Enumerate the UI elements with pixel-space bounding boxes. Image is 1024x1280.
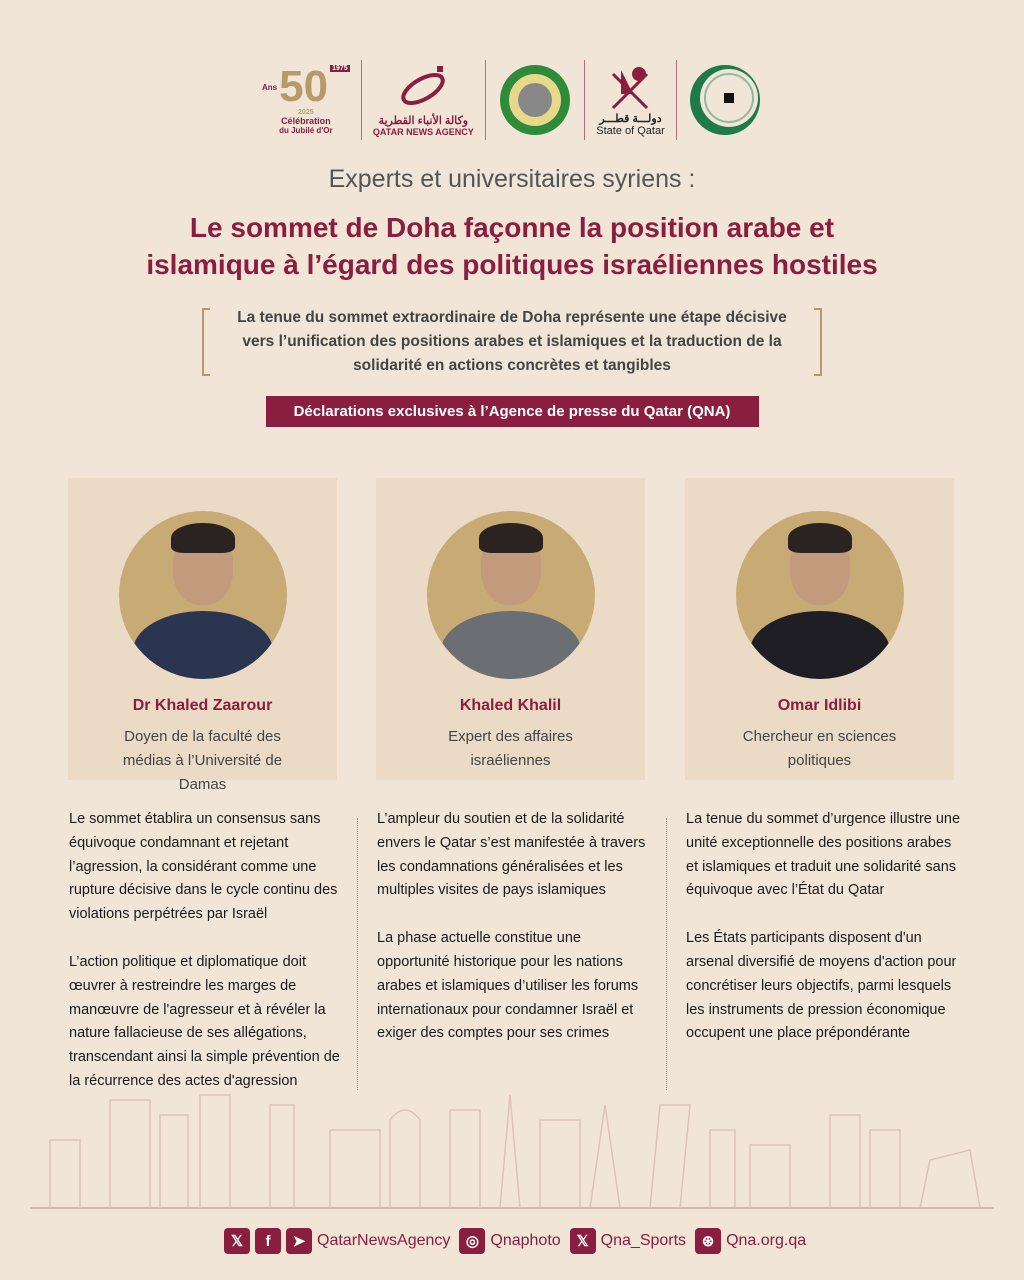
partner-logos	[262, 55, 762, 145]
headline: Le sommet de Doha façonne la position arabe et islamique à l’égard des politiques israéliennes hostiles	[146, 212, 878, 280]
instagram-handle[interactable]: Qnaphoto	[490, 1232, 561, 1249]
x-icon[interactable]: 𝕏	[224, 1228, 250, 1254]
divider	[584, 60, 585, 140]
instagram-icon[interactable]: ◎	[459, 1228, 485, 1254]
website-link[interactable]: Qna.org.qa	[726, 1232, 807, 1249]
sports-handle[interactable]: Qna_Sports	[600, 1232, 687, 1249]
expert-quotes: Le sommet établira un consensus sans équivoque condamnant et rejetant l’agression, la considérant comme une rupture décisive dans le cycle continu des violations perpétrées par Israël L’action politique et diplomatique doit œuvrer à restreindre les marges de manœuvre de l'agresseur et à révéler la nature fallacieuse de ses allégations, transcendant ainsi la simple prévention de la récurrence des actes d'agression	[69, 811, 340, 1089]
globe-icon[interactable]: ⊛	[695, 1228, 721, 1254]
facebook-icon[interactable]: f	[255, 1228, 281, 1254]
kicker: Experts et universitaires syriens :	[328, 165, 696, 193]
expert-photo	[736, 511, 904, 679]
expert-photo	[119, 511, 287, 679]
expert-card	[685, 478, 954, 780]
telegram-icon[interactable]: ➤	[286, 1228, 312, 1254]
header-block	[0, 163, 1024, 427]
divider	[676, 60, 677, 140]
social-handle[interactable]: QatarNewsAgency	[317, 1232, 451, 1249]
expert-name: Dr Khaled Zaarour	[132, 697, 273, 714]
exclusive-badge: Déclarations exclusives à l’Agence de presse du Qatar (QNA)	[266, 396, 759, 427]
expert-name: Khaled Khalil	[459, 697, 562, 714]
jubilee-logo: Ans 50 1975 2025 Célébration du Jubilé d'Or	[262, 62, 348, 135]
expert-photo	[427, 511, 595, 679]
column-divider	[666, 818, 667, 1090]
qna-logo: وكالة الأنباء القطرية QATAR NEWS AGENCY	[373, 64, 474, 137]
expert-quotes: L’ampleur du soutien et de la solidarité envers le Qatar s’est manifestée à travers les condamnations généralisées et les multiples visites de pays islamiques La phase actuelle constitue une opportunité historique pour les nations arabes et islamiques d’utiliser les forums internationaux pour condamner Israël et exiger des comptes pour ses crimes	[377, 811, 646, 1042]
expert-name: Omar Idlibi	[777, 697, 862, 714]
oic-emblem	[688, 63, 762, 137]
column-divider	[357, 818, 358, 1090]
divider	[361, 60, 362, 140]
expert-role: Chercheur en sciences politiques	[742, 728, 897, 769]
x-icon[interactable]: 𝕏	[570, 1228, 596, 1254]
expert-quotes: La tenue du sommet d’urgence illustre une unité exceptionnelle des positions arabes et islamiques et traduit une solidarité sans équivoque avec l’État du Qatar Les États participants disposent d'un arsenal diversifié de moyens d'action pour concrétiser leurs objectifs, parmi lesquels les instruments de pression économique occupent une place prépondérante	[686, 811, 961, 1042]
lead-quote: La tenue du sommet extraordinaire de Doha représente une étape décisive vers l’unification des positions arabes et islamiques et la traduction de la solidarité en actions concrètes et tangibles	[202, 306, 822, 378]
arab-league-emblem	[497, 62, 573, 138]
expert-role: Doyen de la faculté des médias à l’Université de Damas	[122, 728, 283, 793]
expert-card	[68, 478, 337, 793]
expert-card	[376, 478, 645, 780]
doha-skyline-illustration	[30, 1090, 994, 1210]
social-footer	[224, 1228, 810, 1254]
expert-role: Expert des affaires israéliennes	[448, 728, 573, 769]
divider	[485, 60, 486, 140]
state-of-qatar-emblem: دولـــة قطـــر State of Qatar	[596, 64, 664, 137]
